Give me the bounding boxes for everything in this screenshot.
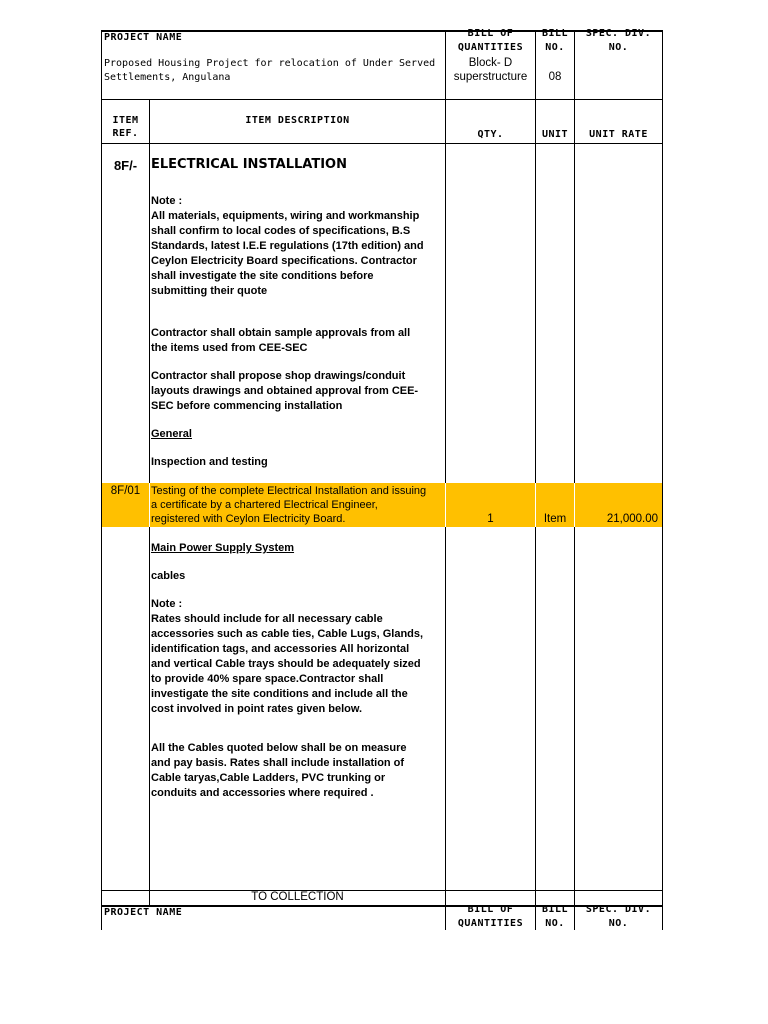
bill-no-value: 08 (548, 71, 562, 83)
bill-no-caption-line1: BILL (541, 28, 569, 39)
col-divider-qty (445, 30, 446, 930)
note-label: Note : (151, 195, 183, 207)
unit-header: UNIT (541, 129, 569, 140)
row-divider-ref (149, 483, 150, 527)
main-power-heading: Main Power Supply System (151, 542, 295, 554)
note-materials: All materials, equipments, wiring and workmanship shall confirm to local codes of specifications, B.S Standards, latest I.E.E regulations (17th edition) and Ceylon Electricity Board specifications. Contractor shall investigate the site conditions before submitting their quote (151, 210, 424, 297)
right-border (662, 30, 663, 930)
boq-superstructure: superstructure (453, 71, 528, 83)
general-heading: General (151, 428, 192, 440)
note-sample-approvals: Contractor shall obtain sample approvals from all the items used from CEE-SEC (151, 327, 411, 354)
section-title: ELECTRICAL INSTALLATION (151, 157, 347, 172)
col-divider-rate (574, 30, 575, 930)
header-bottom-line (101, 99, 663, 100)
qty-header: QTY. (477, 129, 504, 140)
boq-block: Block- D (468, 57, 513, 69)
column-header-bottom-line (101, 143, 663, 144)
bill-no-caption-line2: NO. (545, 42, 565, 53)
cables-heading: cables (151, 570, 186, 582)
next-bill-caption-line1: BILL (541, 904, 569, 915)
project-name-label: PROJECT NAME (104, 32, 183, 43)
inspection-heading: Inspection and testing (151, 456, 268, 468)
item-ref-header-line1: ITEM (112, 115, 139, 126)
next-spec-caption-line1: SPEC. DIV. (585, 904, 652, 915)
item-rate: 21,000.00 (606, 513, 658, 525)
item-description-header: ITEM DESCRIPTION (245, 115, 350, 126)
spec-div-caption-line2: NO. (608, 42, 629, 53)
spec-div-caption-line1: SPEC. DIV. (585, 28, 652, 39)
main-power-note-label: Note : (151, 598, 183, 610)
project-name-line1: Proposed Housing Project for relocation of Under Served (104, 58, 436, 69)
next-boq-caption-line1: BILL OF (467, 904, 514, 915)
next-bill-caption-line2: NO. (545, 918, 565, 929)
item-ref: 8F/01 (110, 485, 141, 497)
item-description: Testing of the complete Electrical Installation and issuing a certificate by a chartered Electrical Engineer, registered with Ceylon Electricity Board. (151, 485, 427, 525)
item-qty: 1 (487, 513, 494, 525)
item-unit: Item (543, 513, 567, 525)
section-ref: 8F/- (113, 158, 138, 173)
item-ref-header-line2: REF. (112, 128, 139, 139)
note-shop-drawings: Contractor shall propose shop drawings/conduit layouts drawings and obtained approval from CEE- SEC before commencing installation (151, 370, 419, 412)
main-power-note: Rates should include for all necessary cable accessories such as cable ties, Cable Lugs, Glands, identification tags, and accessories All horizontal and vertical Cable trays should be adequately sized to provide 40% spare space.Contractor shall investigate the site conditions and include all the cost involved in point rates given below. (151, 613, 424, 715)
next-project-name-label: PROJECT NAME (104, 907, 183, 918)
next-boq-caption-line2: QUANTITIES (457, 918, 524, 929)
cables-measure-note: All the Cables quoted below shall be on measure and pay basis. Rates shall include installation of Cable taryas,Cable Ladders, PVC trunking or conduits and accessories where required . (151, 742, 407, 799)
col-divider-unit (535, 30, 536, 930)
project-name-line2: Settlements, Angulana (104, 72, 231, 83)
next-spec-caption-line2: NO. (608, 918, 629, 929)
unit-rate-header: UNIT RATE (589, 129, 648, 140)
to-collection: TO COLLECTION (251, 891, 344, 903)
boq-caption-line1: BILL OF (467, 28, 514, 39)
boq-caption-line2: QUANTITIES (457, 42, 524, 53)
